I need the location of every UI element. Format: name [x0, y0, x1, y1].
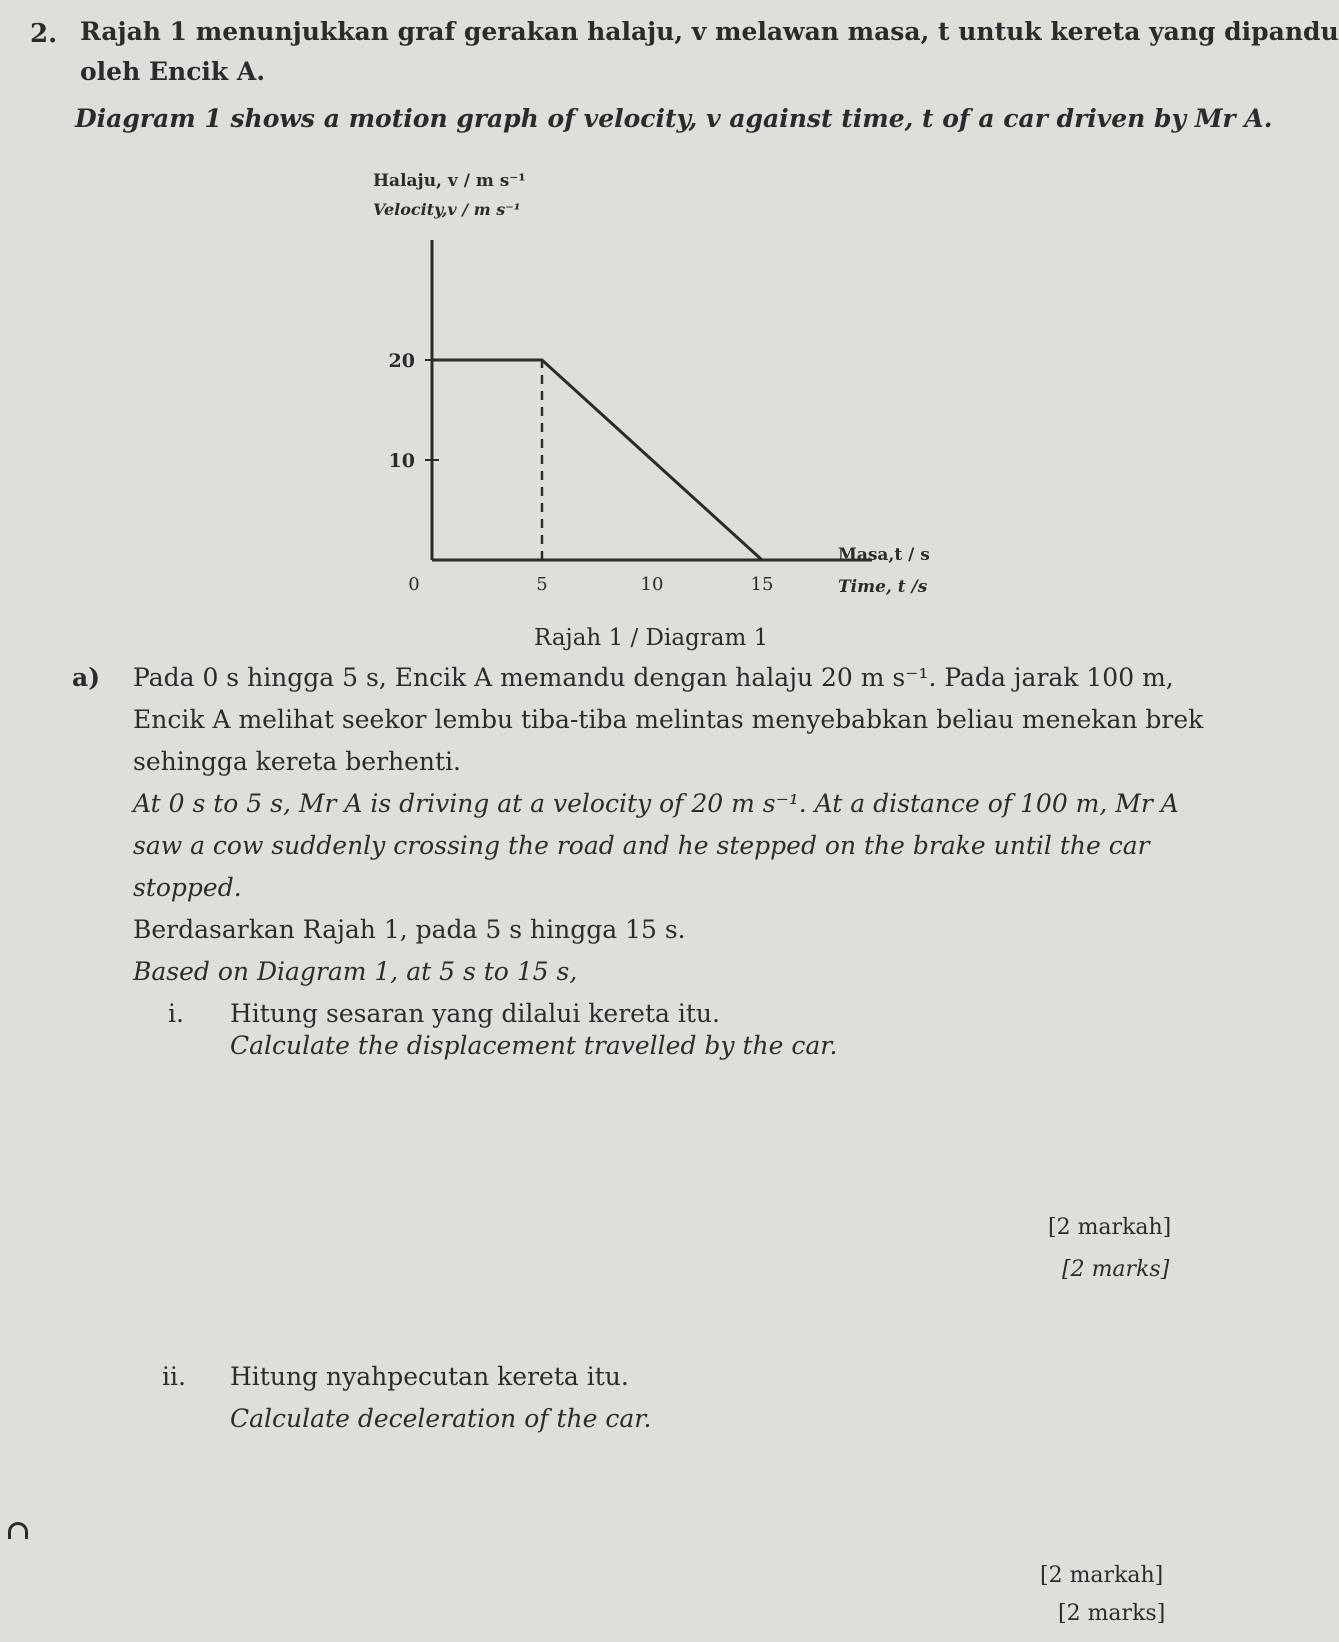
y-axis-label-malay: Halaju, v / m s⁻¹: [373, 171, 526, 191]
x-tick-label: 0: [408, 574, 420, 595]
based-on-malay: Berdasarkan Rajah 1, pada 5 s hingga 15 s.: [133, 915, 686, 944]
x-tick-label: 5: [536, 574, 548, 595]
sub-i-label: i.: [168, 999, 184, 1028]
sub-i-marks-malay: [2 markah]: [1048, 1215, 1172, 1240]
x-axis-label-english: Time, t /s: [838, 577, 928, 597]
x-tick-label: 15: [750, 574, 774, 595]
part-a-malay-line-3: sehingga kereta berhenti.: [133, 747, 462, 776]
intro-malay-line-2: oleh Encik A.: [80, 57, 266, 86]
part-a-english-line-1: At 0 s to 5 s, Mr A is driving at a velocity of 20 m s⁻¹. At a distance of 100 m, Mr A: [133, 789, 1179, 818]
part-a-english-line-3: stopped.: [133, 873, 242, 902]
x-tick-label: 10: [640, 574, 664, 595]
sub-ii-label: ii.: [162, 1362, 186, 1391]
y-axis-label-english: Velocity,v / m s⁻¹: [373, 200, 521, 219]
sub-ii-english: Calculate deceleration of the car.: [230, 1404, 652, 1433]
velocity-time-graph: [0, 0, 1209, 660]
diagram-caption: Rajah 1 / Diagram 1: [534, 625, 769, 651]
part-a-malay-line-1: Pada 0 s hingga 5 s, Encik A memandu dengan halaju 20 m s⁻¹. Pada jarak 100 m,: [133, 663, 1174, 692]
question-number: 2.: [30, 19, 58, 49]
sub-i-marks-english: [2 marks]: [1062, 1257, 1170, 1282]
sub-i-malay: Hitung sesaran yang dilalui kereta itu.: [230, 999, 720, 1028]
y-tick-label: 10: [388, 450, 415, 472]
intro-english: Diagram 1 shows a motion graph of velocity, v against time, t of a car driven by Mr A.: [75, 104, 1273, 133]
velocity-series-line: [432, 360, 762, 560]
pen-mark: [8, 1522, 28, 1539]
part-a-malay-line-2: Encik A melihat seekor lembu tiba-tiba melintas menyebabkan beliau menekan brek: [133, 705, 1204, 734]
intro-malay-line-1: Rajah 1 menunjukkan graf gerakan halaju, v melawan masa, t untuk kereta yang dipandu: [80, 17, 1339, 46]
sub-ii-malay: Hitung nyahpecutan kereta itu.: [230, 1362, 629, 1391]
y-tick-label: 20: [388, 350, 415, 372]
sub-ii-marks-malay: [2 markah]: [1040, 1563, 1164, 1588]
sub-i-english: Calculate the displacement travelled by the car.: [230, 1031, 838, 1060]
sub-ii-marks-english: [2 marks]: [1058, 1601, 1166, 1626]
x-axis-label-malay: Masa,t / s: [838, 545, 930, 565]
part-a-label: a): [72, 663, 101, 692]
part-a-english-line-2: saw a cow suddenly crossing the road and he stepped on the brake until the car: [133, 831, 1150, 860]
based-on-english: Based on Diagram 1, at 5 s to 15 s,: [133, 957, 578, 986]
